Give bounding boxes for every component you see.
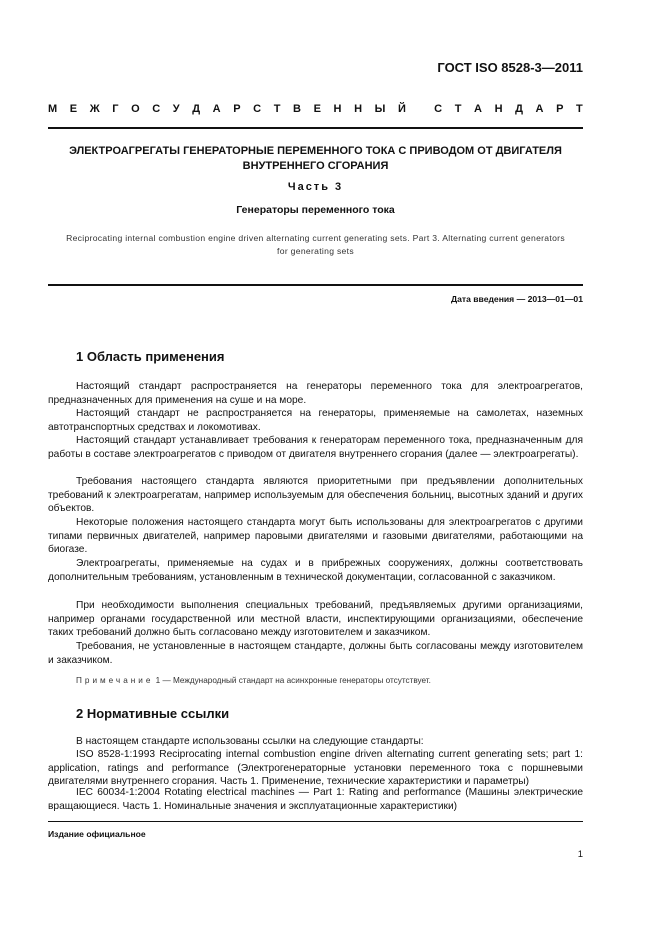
interstate-letter: Ж <box>89 103 100 115</box>
s1-paragraph: Требования, не установленные в настоящем стандарте, должны быть согласованы между изготовителем и заказчиком. <box>48 641 583 666</box>
english-title: Reciprocating internal combustion engine driven alternating current generating sets. Part 3. Alternating current generators for generating sets <box>66 233 565 256</box>
part-subtitle: Генераторы переменного тока <box>236 204 395 216</box>
interstate-letter: О <box>131 103 140 115</box>
interstate-letter: Й <box>397 103 406 115</box>
note-text: 1 — Международный стандарт на асинхронные генераторы отсутствует. <box>155 676 431 685</box>
interstate-letter: У <box>172 103 180 115</box>
interstate-letter: Ы <box>374 103 386 115</box>
top-rule <box>48 127 583 129</box>
introduction-date: Дата введения — 2013—01—01 <box>450 294 583 304</box>
standard-code: ГОСТ ISO 8528-3—2011 <box>437 60 583 75</box>
interstate-letter: Н <box>354 103 363 115</box>
s1-paragraph: Требования настоящего стандарта являются приоритетными при предъявлении дополнительных требований к электроагрегатам, например используемым для обеспечения больниц, высотных зданий и других объектов. <box>48 476 583 514</box>
interstate-letter: Д <box>515 103 523 115</box>
title-line-2: ВНУТРЕННЕГО СГОРАНИЯ <box>242 159 389 172</box>
page-number: 1 <box>577 849 583 860</box>
interstate-letter: Р <box>556 103 564 115</box>
part-label: Часть 3 <box>287 181 344 193</box>
s1-paragraph: Настоящий стандарт устанавливает требования к генераторам переменного тока, предназначенным для работы в составе электроагрегатов с приводом от двигателя внутреннего сгорания (далее — электроагрегаты). <box>48 435 583 460</box>
s1-paragraph: Некоторые положения настоящего стандарта могут быть использованы для электроагрегатов с другими типами первичных двигателей, например паровыми двигателями и газовыми двигателями, работающими на биогазе. <box>48 517 583 555</box>
interstate-letter: Р <box>233 103 241 115</box>
s1-paragraph: Настоящий стандарт распространяется на генераторы переменного тока для электроагрегатов, предназначенных для применения на суше и на море. <box>48 381 583 406</box>
s2-paragraph: IEC 60034-1:2004 Rotating electrical machines — Part 1: Rating and performance (Машины электрические вращающиеся. Часть 1. Номинальные значения и эксплуатационные характеристики) <box>48 787 583 812</box>
title-line-1: ЭЛЕКТРОАГРЕГАТЫ ГЕНЕРАТОРНЫЕ ПЕРЕМЕННОГО ТОКА С ПРИВОДОМ ОТ ДВИГАТЕЛЯ <box>69 145 562 157</box>
s2-paragraph: В настоящем стандарте использованы ссылки на следующие стандарты: <box>76 736 424 747</box>
note-label: Примечание <box>76 676 154 685</box>
s2-paragraph: ISO 8528-1:1993 Reciprocating internal combustion engine driven alternating current generating sets; part 1: application, ratings and performance (Электрогенераторные установки переменного тока с поршневыми двигателями внутреннего сгорания. Часть 1. Применение, технические характеристики и параметры) <box>48 749 583 787</box>
section-1-heading: 1 Область применения <box>76 349 225 364</box>
interstate-letter: Т <box>273 103 281 115</box>
interstate-letter: Е <box>69 103 78 115</box>
interstate-letter: С <box>253 103 262 115</box>
official-edition-label: Издание официальное <box>48 829 146 839</box>
note-1 <box>76 676 583 685</box>
interstate-letter: А <box>474 103 482 115</box>
footer-rule <box>48 821 583 822</box>
interstate-letter: В <box>293 103 301 115</box>
interstate-standard-heading <box>48 103 583 115</box>
s1-paragraph: Электроагрегаты, применяемые на судах и в прибрежных сооружениях, должны соответствовать дополнительным требованиям, установленным в технической документации, согласованной с заказчиком. <box>48 558 583 583</box>
interstate-letter: А <box>212 103 221 115</box>
interstate-letter: Е <box>313 103 321 115</box>
interstate-letter: Т <box>454 103 462 115</box>
interstate-letter <box>418 103 421 115</box>
interstate-letter: Н <box>333 103 342 115</box>
interstate-letter: Т <box>576 103 583 115</box>
interstate-letter: Н <box>494 103 503 115</box>
interstate-letter: Д <box>192 103 201 115</box>
interstate-letter: Г <box>112 103 119 115</box>
interstate-letter: С <box>434 103 443 115</box>
date-rule <box>48 284 583 286</box>
interstate-letter: М <box>48 103 58 115</box>
document-title <box>48 144 583 173</box>
interstate-letter: А <box>535 103 544 115</box>
section-2-heading: 2 Нормативные ссылки <box>76 706 230 721</box>
interstate-letter: С <box>152 103 161 115</box>
s1-paragraph: Настоящий стандарт не распространяется на генераторы, применяемые на самолетах, наземных автотранспортных средствах и локомотивах. <box>48 408 583 433</box>
s1-paragraph: При необходимости выполнения специальных требований, предъявляемых другими организациями, например органами государственной или местной власти, инспектирующими организациями, обеспечение таких требований должно быть согласовано между изготовителем и заказчиком. <box>48 600 583 638</box>
